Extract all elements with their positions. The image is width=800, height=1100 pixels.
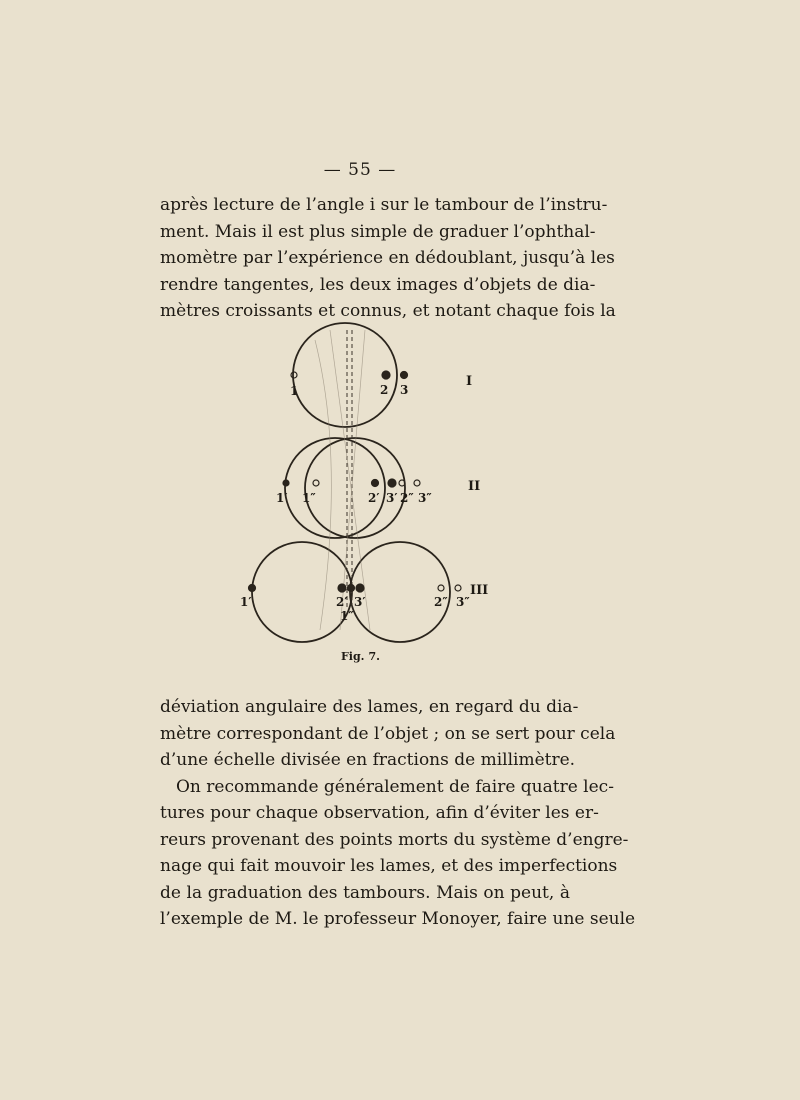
text-line: momètre par l’expérience en dédoublant, jusqu’à les (160, 248, 615, 268)
label: 2″ (434, 595, 448, 609)
paragraph-bottom (160, 694, 636, 933)
label: 1 (290, 384, 299, 398)
row2-circle-left (285, 438, 385, 538)
row-numeral: III (470, 583, 489, 598)
label: 2′ (368, 491, 380, 505)
paragraph-top (160, 192, 616, 325)
text-line: l’exemple de M. le professeur Monoyer, faire une seule (160, 909, 636, 929)
text-line: rendre tangentes, les deux images d’objets de dia- (160, 274, 596, 295)
figure-caption (341, 650, 384, 663)
row1-circle (293, 323, 397, 427)
label: 3′ (354, 595, 366, 609)
figure-caption-prefix: Fig. (341, 650, 365, 663)
text-line: déviation angulaire des lames, en regard du dia- (160, 697, 579, 717)
text-line: On recommande généralement de faire quatre lec- (176, 776, 614, 797)
label: 1′ (276, 491, 288, 505)
row3-circle-left (252, 542, 352, 642)
label: 3′ (386, 491, 398, 505)
label: 1′ (240, 595, 252, 609)
label: 2′ (336, 595, 348, 609)
label: 3″ (456, 595, 470, 609)
text-line: nage qui fait mouvoir les lames, et des imperfections (160, 856, 618, 876)
row-numeral: II (468, 479, 481, 494)
label: 2″ (400, 491, 414, 505)
label: 3″ (418, 491, 432, 505)
text-line: après lecture de l’angle i sur le tambour de l’instru- (160, 195, 608, 215)
label: 2 (380, 383, 389, 397)
label: 1″ (302, 491, 316, 505)
figure-svg (220, 310, 510, 680)
page-number: — 55 — (323, 160, 397, 180)
label: 3 (400, 383, 409, 397)
text-line: de la graduation des tambours. Mais on peut, à (160, 882, 570, 903)
figure-caption-number: 7. (368, 650, 380, 663)
text-line: mètre correspondant de l’objet ; on se sert pour cela (160, 723, 616, 744)
label: 1″ (340, 609, 354, 623)
text-line: reurs provenant des points morts du système d’engre- (160, 829, 629, 850)
row-numeral: I (466, 374, 473, 389)
text-line: mètres croissants et connus, et notant chaque fois la (160, 301, 616, 321)
figure-7-circles-diagram (220, 310, 510, 680)
text-line: ment. Mais il est plus simple de graduer l’ophthal- (160, 221, 596, 242)
text-line: tures pour chaque observation, afin d’éviter les er- (160, 803, 599, 823)
text-line: d’une échelle divisée en fractions de millimètre. (160, 750, 576, 770)
